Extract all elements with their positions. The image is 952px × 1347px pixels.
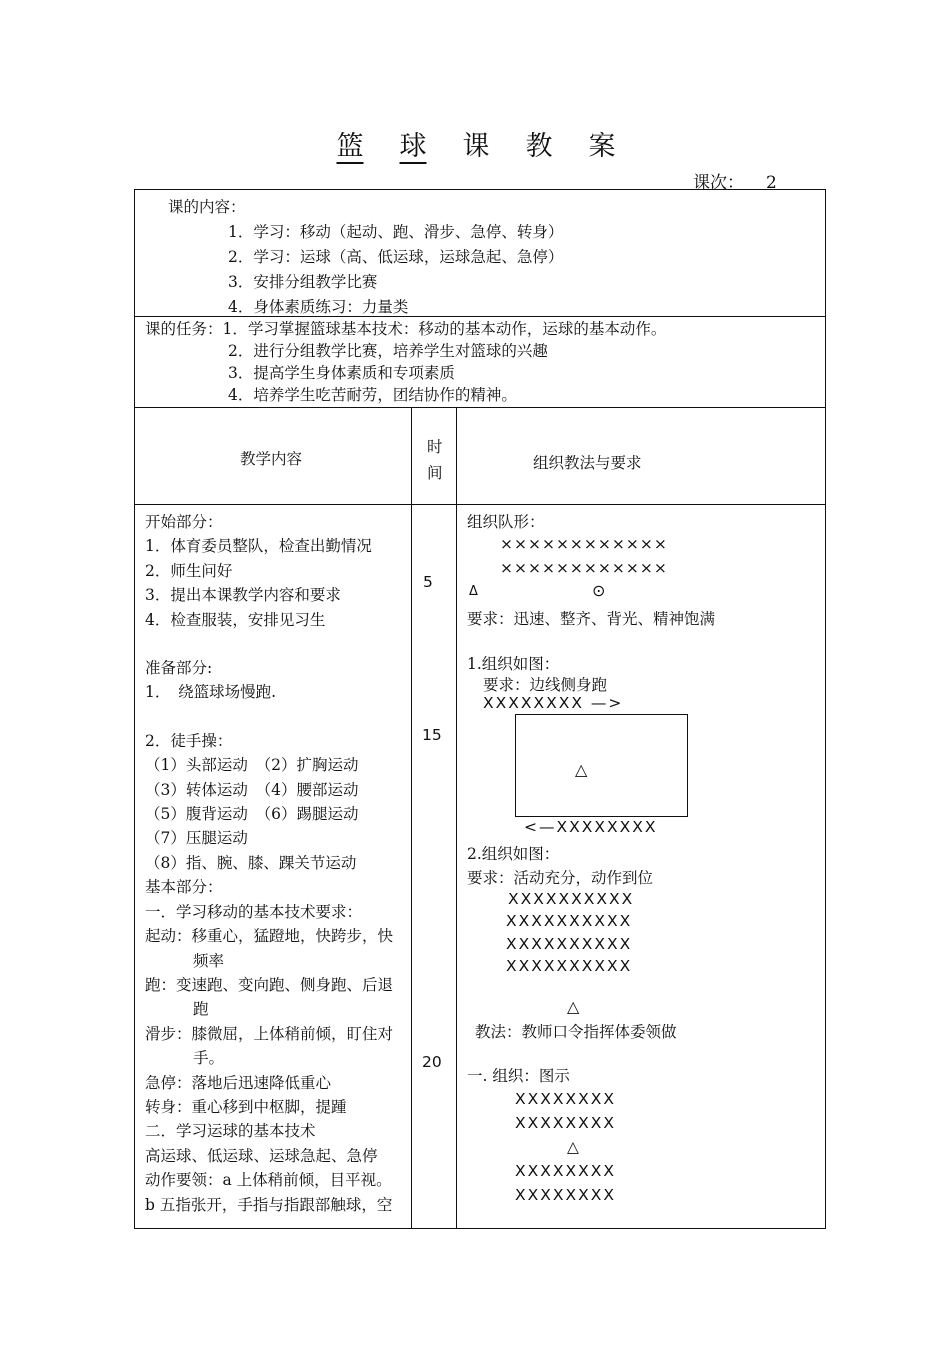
list-item: 急停：落地后迅速降低重心 (145, 1073, 332, 1092)
figure-title: 2.组织如图： (467, 845, 560, 863)
teacher-triangle: Δ (469, 584, 478, 599)
time-value: 15 (422, 726, 442, 744)
title-underlined: 篮 球 (336, 131, 427, 162)
tasks-label: 课的任务： (145, 320, 223, 338)
requirement: 要求：迅速、整齐、背光、精神饱满 (467, 610, 716, 628)
list-item: 起动：移重心，猛蹬地，快跨步，快 (145, 927, 394, 946)
left-column (145, 510, 393, 1217)
list-item: 高运球、低运球、运球急起、急停 (145, 1146, 378, 1165)
formation-row: XXXXXXXX (515, 1114, 616, 1132)
warmup-triangle: △ (567, 997, 580, 1016)
figure-requirement: 要求：边线侧身跑 (483, 676, 608, 694)
formation-row: XXXXXXXXXX (506, 957, 633, 976)
list-item: 手。 (193, 1049, 225, 1068)
time-value: 20 (422, 1053, 442, 1071)
figure-requirement: 要求：活动充分，动作到位 (467, 869, 654, 887)
content-item: 3．安排分组教学比赛 (228, 273, 378, 291)
content-item: 1．学习：移动（起动、跑、滑步、急停、转身） (228, 223, 564, 241)
list-item: 滑步：膝微屈，上体稍前倾，盯住对 (145, 1024, 394, 1043)
task-item: 4．培养学生吃苦耐劳，团结协作的精神。 (228, 386, 517, 404)
list-item: 2．师生问好 (145, 561, 233, 580)
list-item: 二．学习运球的基本技术 (145, 1122, 316, 1141)
formation-row: ×××××××××××× (500, 535, 668, 553)
formation-title: 组织队形： (467, 513, 545, 531)
org-title: 一. 组织：图示 (467, 1067, 570, 1085)
section-title: 基本部分： (145, 878, 223, 897)
org-formation (515, 1087, 616, 1207)
content-item: 2．学习：运球（高、低运球，运球急起、急停） (228, 248, 564, 266)
lesson-number: 课次： 2 (693, 173, 777, 193)
content-label: 课的内容： (168, 198, 246, 216)
list-item: （3）转体运动 （4）腰部运动 (145, 780, 359, 799)
court-triangle: △ (575, 760, 588, 779)
list-item: 频率 (193, 951, 225, 970)
org-triangle: △ (567, 1138, 581, 1156)
row-divider (134, 504, 826, 505)
list-item: 4．检查服装，安排见习生 (145, 610, 326, 629)
section-title: 准备部分: (145, 659, 213, 678)
warmup-formation (506, 888, 634, 978)
list-item: 跑 (193, 1000, 209, 1019)
formation-row: XXXXXXXX (515, 1186, 616, 1204)
formation-row: XXXXXXXX (515, 1162, 616, 1180)
col-divider (456, 407, 457, 1229)
teaching-method: 教法：教师口令指挥体委领做 (475, 1023, 677, 1041)
figure-title: 1.组织如图： (467, 655, 560, 673)
task-item: 3．提高学生身体素质和专项素质 (228, 364, 455, 382)
list-item: 1． 绕篮球场慢跑. (145, 683, 277, 702)
header-content: 教学内容 (240, 450, 303, 468)
lesson-tasks (145, 318, 666, 406)
task-item: 2．进行分组教学比赛，培养学生对篮球的兴趣 (228, 342, 548, 360)
header-method: 组织教法与要求 (533, 454, 642, 472)
list-item: 3．提出本课教学内容和要求 (145, 586, 341, 605)
lesson-content (168, 195, 563, 320)
flag-circle: ⊙ (592, 581, 606, 600)
list-item: b 五指张开，手指与指跟部触球，空 (145, 1195, 393, 1214)
content-item: 4．身体素质练习：力量类 (228, 298, 409, 316)
header-time: 时 间 (427, 438, 443, 482)
formation-row: XXXXXXXXXX (506, 912, 633, 931)
formation-row: XXXXXXXXXX (506, 934, 633, 953)
run-line-top: XXXXXXXX —> (483, 694, 624, 712)
list-item: 1．体育委员整队，检查出勤情况 (145, 537, 372, 556)
row-divider (134, 407, 826, 408)
list-item: （1）头部运动 （2）扩胸运动 (145, 756, 359, 775)
col-divider (411, 407, 412, 1229)
list-item: 转身：重心移到中枢脚，提踵 (145, 1097, 347, 1116)
list-item: 2．徒手操： (145, 731, 233, 750)
task-item: 1．学习掌握篮球基本技术：移动的基本动作，运球的基本动作。 (222, 320, 667, 338)
section-title: 开始部分： (145, 513, 223, 531)
formation-row: ×××××××××××× (500, 559, 668, 577)
list-item: 动作要领：a 上体稍前倾，目平视。 (145, 1171, 392, 1190)
list-item: （5）腹背运动 （6）踢腿运动 (145, 805, 359, 824)
list-item: （7）压腿运动 (145, 829, 248, 848)
court-rectangle (515, 714, 688, 817)
run-line-bottom: <—XXXXXXXX (524, 818, 658, 836)
list-item: （8）指、腕、膝、踝关节运动 (145, 853, 357, 872)
page-title: 篮 球 课 教 案 (0, 124, 952, 163)
time-value: 5 (423, 573, 433, 591)
list-item: 跑：变速跑、变向跑、侧身跑、后退 (145, 975, 394, 994)
formation-row: XXXXXXXX (515, 1090, 616, 1108)
formation-row: XXXXXXXXXX (508, 890, 635, 908)
list-item: 一．学习移动的基本技术要求： (145, 902, 363, 921)
